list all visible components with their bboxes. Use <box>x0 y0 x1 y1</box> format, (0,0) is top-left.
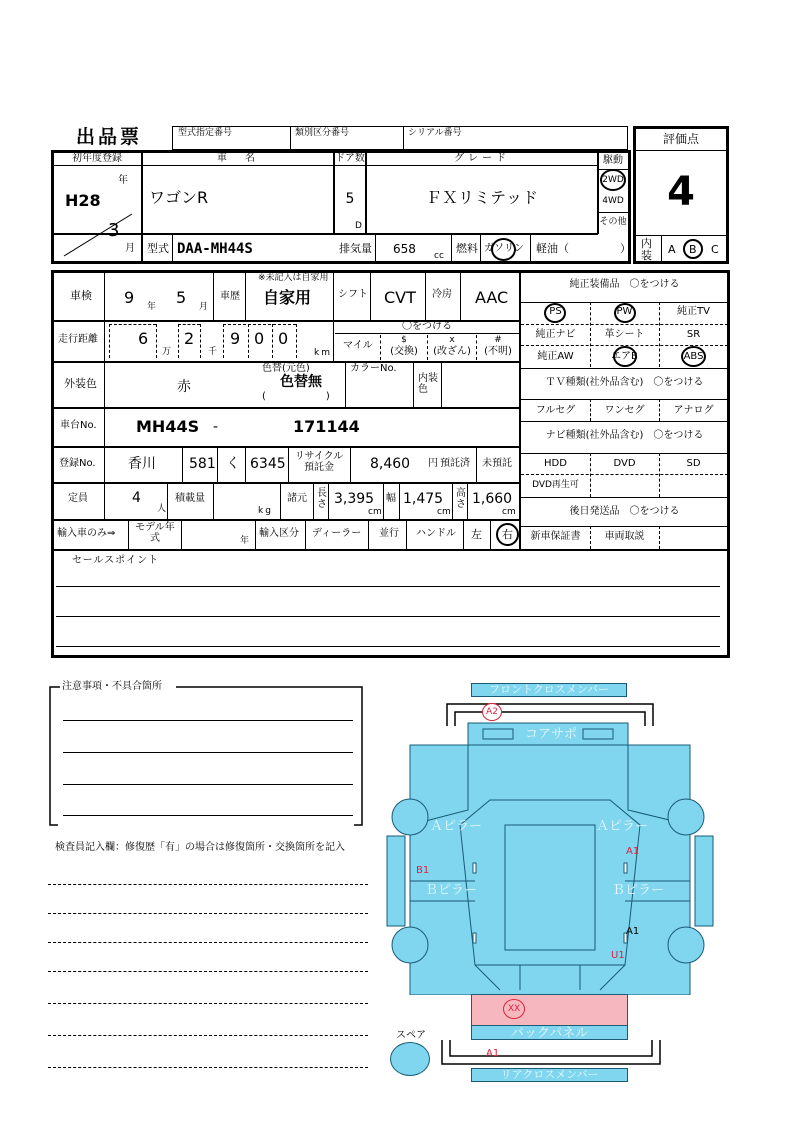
mark-a1-lower: A1 <box>626 926 640 937</box>
model-year-label: モデル年式 <box>135 522 175 544</box>
handle-right: 右 <box>502 528 513 541</box>
fuel-light-oil: 軽油（ <box>536 242 569 255</box>
page-title: 出品票 <box>76 126 143 148</box>
first-reg-month-unit: 月 <box>125 243 135 254</box>
height-label: 高さ <box>456 488 466 510</box>
car-body-diagram <box>380 715 720 995</box>
mileage-sen-unit: 千 <box>208 347 218 357</box>
reg-label: 登録No. <box>59 458 96 469</box>
width-label: 幅 <box>386 493 396 504</box>
navi-title: ナビ種類(社外品含む) 〇をつける <box>545 430 704 441</box>
inspection-month: 5 <box>176 288 187 307</box>
handle-right-circle-mark <box>496 523 519 546</box>
category-label: 類別区分番号 <box>295 128 350 138</box>
repaint-paren: ( ) <box>262 391 330 402</box>
inspection-label: 車検 <box>70 289 92 302</box>
equip-airbag: エアB <box>611 351 638 362</box>
inspection-year: 9 <box>124 288 135 307</box>
spare-tire <box>390 1042 430 1076</box>
back-panel-damaged-area <box>471 994 628 1026</box>
interior-b: B <box>689 243 697 256</box>
interior-c: C <box>711 243 719 256</box>
repaint-value: 色替無 <box>280 374 322 390</box>
tamper-symbol: x <box>449 335 455 345</box>
mileage-man-unit: 万 <box>162 347 172 357</box>
chassis-model: MH44S <box>136 417 200 436</box>
model-year-unit: 年 <box>240 536 250 546</box>
unknown-symbol: # <box>494 335 502 345</box>
capacity-label: 定員 <box>68 493 88 504</box>
first-reg-label: 初年度登録 <box>72 153 122 164</box>
mark-u1: U1 <box>611 950 625 961</box>
name-label: 車 名 <box>217 153 259 164</box>
fuel-gasoline: ガソリン <box>484 243 524 254</box>
grade-value: ＦＸリミテッド <box>425 188 538 207</box>
doors-label: ドア数 <box>335 153 365 164</box>
tv-fullseg: フルセグ <box>535 405 576 416</box>
equip-sr: SR <box>686 329 701 340</box>
mileage-digit-5: 0 <box>278 329 289 348</box>
caution-label: 注意事項・不具合箇所 <box>62 681 162 692</box>
length-label: 長さ <box>317 488 327 510</box>
later-warranty: 新車保証書 <box>530 531 581 542</box>
displacement-value: 658 <box>393 242 416 256</box>
spec-label: 諸元 <box>287 493 307 504</box>
history-note: ※未記入は自家用 <box>258 273 329 283</box>
score-label: 評価点 <box>662 132 699 146</box>
header-number-box <box>172 126 628 150</box>
grade-label: グレード <box>454 153 510 164</box>
score-value: 4 <box>667 169 695 215</box>
inspection-year-unit: 年 <box>147 302 157 312</box>
vehicle-name: ワゴンR <box>149 188 209 207</box>
width-unit: cm <box>437 507 451 517</box>
navi-dvd: DVD <box>613 458 636 469</box>
equip-abs-circle-mark <box>681 346 706 367</box>
back-panel-label: バックパネル <box>510 1026 589 1041</box>
equip-aw: 純正AW <box>537 351 574 362</box>
mark-a1-rear: A1 <box>486 1048 500 1059</box>
rear-frame-outline <box>440 1036 662 1068</box>
handle-label: ハンドル <box>416 528 456 539</box>
length-unit: cm <box>368 507 382 517</box>
recycle-deposited: 預託済 <box>440 458 470 469</box>
history-value: 自家用 <box>263 288 312 307</box>
reg-kana: く <box>226 456 240 472</box>
core-support-label: コアサポ <box>524 727 577 742</box>
parallel-option: 並行 <box>379 528 399 539</box>
model-label: 型式 <box>147 242 169 255</box>
drive-4wd: 4WD <box>602 196 624 206</box>
capacity-value: 4 <box>132 490 141 506</box>
interior-label: 内装 <box>641 237 652 263</box>
mark-b1: B1 <box>416 865 430 876</box>
dealer-option: ディーラー <box>312 528 362 539</box>
ac-label: 冷房 <box>432 289 452 300</box>
equip-pw: PW <box>616 306 633 317</box>
equip-airbag-circle-mark <box>613 346 637 367</box>
later-title: 後日発送品 〇をつける <box>569 506 680 517</box>
a-pillar-left-label: Ａピラー <box>430 819 483 834</box>
equip-ps: PS <box>549 306 562 317</box>
navi-sd: SD <box>686 458 701 469</box>
mileage-unit: km <box>314 348 332 358</box>
shift-label: シフト <box>338 289 368 300</box>
drive-2wd-circle-mark <box>600 169 626 191</box>
import-label: 輸入車のみ⇒ <box>57 528 116 539</box>
equip-ps-circle-mark <box>544 303 566 323</box>
fuel-close: ） <box>620 242 631 255</box>
handle-left: 左 <box>471 528 482 541</box>
equip-pw-circle-mark <box>614 303 636 323</box>
spare-label: スペア <box>396 1030 426 1041</box>
caution-bracket <box>48 686 368 826</box>
mileage-digit-2: 2 <box>184 329 195 348</box>
mileage-label: 走行距離 <box>58 334 98 345</box>
equip-navi: 純正ナビ <box>535 329 576 340</box>
width-value: 1,475 <box>403 491 444 507</box>
length-value: 3,395 <box>334 491 375 507</box>
exchange-option: (交換) <box>390 346 418 357</box>
history-label: 車歴 <box>220 291 240 302</box>
b-pillar-left-label: Ｂピラー <box>425 883 478 898</box>
tv-title: ＴＶ種類(社外品含む) 〇をつける <box>545 377 704 388</box>
mileage-digit-4: 0 <box>254 329 265 348</box>
reg-area: 香川 <box>128 456 156 472</box>
inspection-month-unit: 月 <box>199 302 209 312</box>
mileage-digit-3: 9 <box>230 329 241 348</box>
navi-dvd-playback: DVD再生可 <box>532 480 579 490</box>
mark-a2: A2 <box>486 707 498 717</box>
capacity-unit: 人 <box>157 504 167 514</box>
reg-class: 581 <box>189 456 216 472</box>
height-unit: cm <box>502 507 516 517</box>
unknown-option: (不明) <box>484 346 512 357</box>
first-reg-era: H28 <box>65 191 101 210</box>
height-value: 1,660 <box>472 491 513 507</box>
sales-point-label: セールスポイント <box>72 555 160 566</box>
a-pillar-right-label: Ａピラー <box>596 819 649 834</box>
drive-label: 駆動 <box>603 155 623 166</box>
recycle-amount: 8,460 <box>370 456 411 472</box>
exterior-value: 赤 <box>177 379 191 395</box>
drive-other: その他 <box>599 217 627 227</box>
mile-option: マイル <box>343 340 373 351</box>
shift-value: CVT <box>384 288 416 307</box>
exchange-symbol: $ <box>401 335 407 345</box>
rear-cross-label: リアクロスメンバー <box>500 1068 599 1081</box>
equip-abs: ABS <box>683 351 704 362</box>
reg-number: 6345 <box>250 456 286 472</box>
first-reg-year-unit: 年 <box>118 175 128 186</box>
later-manual: 車両取説 <box>604 531 645 542</box>
import-type-label: 輸入区分 <box>259 528 299 539</box>
navi-hdd: HDD <box>544 458 567 469</box>
interior-a: A <box>668 243 676 256</box>
repaint-label: 色替(元色) <box>262 363 310 374</box>
mileage-circle-note: 〇をつける <box>402 321 452 332</box>
recycle-label: リサイクル預託金 <box>294 451 344 473</box>
front-cross-label: フロントクロスメンバー <box>488 683 609 696</box>
chassis-dash: - <box>213 419 219 435</box>
interior-color-label: 内装色 <box>418 373 438 395</box>
equip-tv: 純正TV <box>677 306 710 317</box>
tv-analog: アナログ <box>673 405 714 416</box>
mileage-digit-1: 6 <box>138 329 149 348</box>
mark-xx: XX <box>507 1004 521 1014</box>
chassis-label: 車台No. <box>60 420 97 431</box>
equipment-title: 純正装備品 〇をつける <box>569 279 680 290</box>
exterior-label: 外装色 <box>64 377 97 390</box>
ac-value: AAC <box>475 288 509 307</box>
mark-a1-upper: A1 <box>626 846 640 857</box>
serial-label: シリアル番号 <box>408 128 462 138</box>
fuel-label: 燃料 <box>456 242 478 255</box>
tamper-option: (改ざん) <box>433 346 471 357</box>
interior-b-circle-mark <box>683 239 703 259</box>
displacement-label: 排気量 <box>339 242 372 255</box>
b-pillar-right-label: Ｂピラー <box>612 883 665 898</box>
recycle-unit: 円 <box>428 458 438 469</box>
equip-leather: 革シート <box>604 329 645 340</box>
model-designation-label: 型式指定番号 <box>178 128 233 138</box>
doors-unit: D <box>355 221 362 231</box>
displacement-unit: cc <box>434 251 444 261</box>
inspector-label: 検査員記入欄：修復歴「有」の場合は修復箇所・交換箇所を記入 <box>55 842 345 853</box>
fuel-gasoline-circle-mark <box>491 238 516 261</box>
chassis-number: 171144 <box>293 417 360 436</box>
drive-2wd: 2WD <box>602 175 624 185</box>
load-label: 積載量 <box>175 493 205 504</box>
model-value: DAA-MH44S <box>177 241 253 257</box>
color-no-label: カラーNo. <box>350 363 397 374</box>
doors-value: 5 <box>345 191 355 207</box>
recycle-not: 未預託 <box>482 458 512 469</box>
tv-oneseg: ワンセグ <box>604 405 645 416</box>
first-reg-month: 3 <box>108 220 120 241</box>
load-unit: kg <box>258 506 273 516</box>
